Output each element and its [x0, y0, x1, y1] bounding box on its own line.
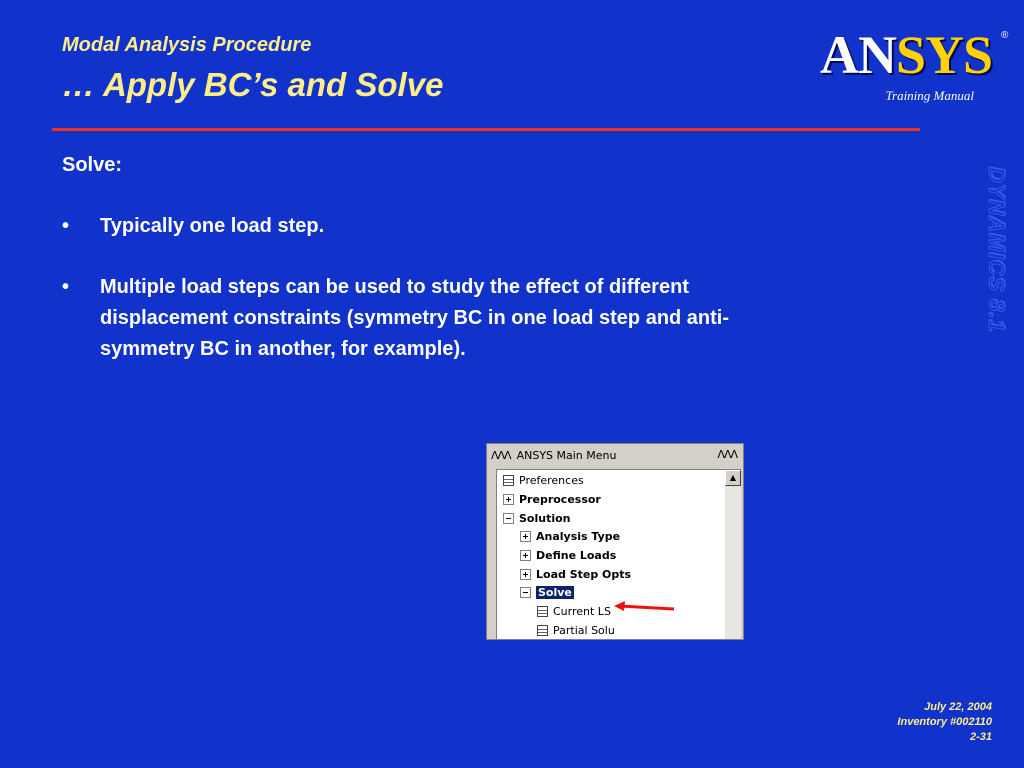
logo-part-sys: SYS: [896, 25, 993, 85]
slide-footer: [897, 700, 992, 745]
tree-item-label: Define Loads: [536, 548, 617, 562]
footer-date: July 22, 2004: [924, 701, 992, 713]
solve-heading: Solve:: [62, 154, 123, 176]
tree-item-preferences[interactable]: [503, 471, 584, 489]
bullet-item: [62, 211, 742, 242]
menu-scrollbar[interactable]: [725, 470, 741, 640]
slide-subtitle: Modal Analysis Procedure: [62, 34, 312, 56]
bullet-item: [62, 272, 742, 365]
tree-item-analysis-type[interactable]: [520, 527, 620, 545]
expand-plus-icon[interactable]: [520, 550, 531, 561]
expand-plus-icon[interactable]: [520, 531, 531, 542]
collapse-caret-icon[interactable]: ΛΛΛ: [717, 448, 737, 461]
expand-plus-icon[interactable]: [520, 569, 531, 580]
logo-part-an: AN: [820, 25, 896, 85]
tree-item-solution[interactable]: [503, 509, 571, 527]
expand-plus-icon[interactable]: [503, 494, 514, 505]
menu-header: [487, 444, 743, 466]
title-divider: [52, 128, 920, 131]
bullet-text: Typically one load step.: [100, 215, 325, 237]
tree-item-label: Preferences: [519, 473, 584, 487]
tree-item-preprocessor[interactable]: [503, 490, 601, 508]
side-course-label: [976, 140, 1016, 360]
tree-item-load-step-opts[interactable]: [520, 565, 631, 583]
logo-wordmark: [820, 25, 993, 85]
tree-item-label: Load Step Opts: [536, 567, 632, 581]
tree-item-partial-solu[interactable]: [537, 621, 615, 639]
document-icon: [537, 625, 548, 636]
tree-item-define-loads[interactable]: [520, 546, 616, 564]
training-manual-label: Training Manual: [885, 88, 974, 103]
bullet-dot: •: [62, 276, 70, 298]
slide-body: [62, 150, 742, 395]
bullet-dot: •: [62, 215, 70, 237]
footer-inventory: Inventory #002110: [897, 716, 992, 728]
document-icon: [503, 475, 514, 486]
tree-item-label: Solve: [538, 585, 572, 599]
tree-item-label: Partial Solu: [553, 623, 615, 637]
tree-item-label: Preprocessor: [519, 492, 601, 506]
slide-title: … Apply BC’s and Solve: [62, 66, 444, 103]
document-icon: [537, 606, 548, 617]
bullet-text: Multiple load steps can be used to study the effect of different displacement constraints (symmetry BC in one load step and anti-symmetry BC in another, for example).: [100, 276, 730, 360]
collapse-minus-icon[interactable]: [520, 587, 531, 598]
menu-title: ANSYS Main Menu: [516, 448, 617, 462]
footer-page-number: 2-31: [969, 731, 992, 743]
tree-item-current-ls[interactable]: [537, 602, 611, 620]
tree-item-label: Solution: [519, 511, 571, 525]
side-course-label-text: DYNAMICS 8.1: [984, 166, 1009, 334]
tree-item-solve[interactable]: [520, 583, 574, 601]
ansys-main-menu-screenshot: [486, 443, 744, 640]
scroll-up-arrow-icon[interactable]: ▲: [725, 470, 741, 486]
tree-item-label: Current LS: [553, 604, 611, 618]
collapse-caret-icon[interactable]: ΛΛΛ: [491, 448, 511, 462]
red-arrow-icon: [612, 600, 682, 616]
tree-item-label: Analysis Type: [536, 529, 621, 543]
collapse-minus-icon[interactable]: [503, 513, 514, 524]
registered-mark: ®: [1001, 30, 1009, 41]
